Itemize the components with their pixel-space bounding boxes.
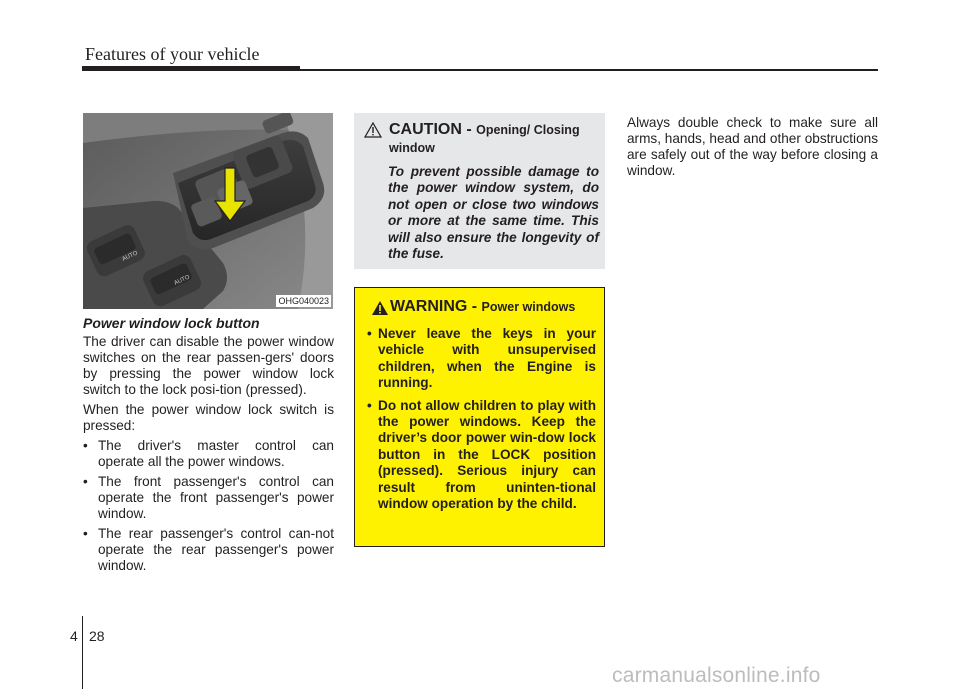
footer-page-number: 28 (89, 628, 105, 644)
section-heading: Power window lock button (83, 315, 260, 331)
caution-title (389, 121, 599, 157)
caution-label: CAUTION - (389, 121, 477, 138)
list-item: • The driver's master control can operate all the power windows. (83, 438, 334, 470)
lock-effects-list (83, 438, 334, 574)
watermark: carmanualsonline.info (612, 664, 821, 687)
list-item: • The front passenger's control can operate the front passenger's power window. (83, 474, 334, 522)
caution-box (354, 113, 605, 269)
header-rule-thick (82, 66, 300, 71)
auto-label-1: AUTO (121, 250, 139, 263)
list-item: • The rear passenger's control can-not operate the rear passenger's power window. (83, 526, 334, 574)
list-item: • Do not allow children to play with the power windows. Keep the driver’s door power win-dow lock button in the LOCK position (pressed). Serious injury can result from uninten-tional window operation by the child. (367, 398, 596, 513)
auto-label-2: AUTO (173, 274, 191, 287)
caution-triangle-icon (364, 122, 382, 138)
warning-subtitle: Power windows (481, 300, 576, 314)
paragraph-2: When the power window lock switch is pressed: (83, 402, 334, 433)
right-column-text: Always double check to make sure all arms, hands, head and other obstructions are safely out of the way before closing a window. (627, 115, 878, 178)
caution-text: To prevent possible damage to the power window system, do not open or close two windows or more at the same time. This will also ensure the longevity of the fuse. (388, 164, 599, 262)
paragraph-1: The driver can disable the power window switches on the rear passen-gers' doors by pressing the power window lock switch to the lock posi-tion (pressed). (83, 334, 334, 397)
warning-list (367, 326, 596, 512)
footer-rule (82, 616, 83, 689)
figure-code: OHG040023 (278, 296, 329, 306)
warning-triangle-icon (371, 300, 389, 316)
header-rule-thin (300, 69, 878, 71)
footer-section-number: 4 (70, 628, 78, 644)
power-window-switch-photo (83, 113, 333, 309)
page-header-title: Features of your vehicle (85, 44, 260, 64)
caution-subtitle: Opening/ Closing window (389, 123, 580, 155)
warning-label: WARNING - (390, 298, 482, 315)
warning-box (354, 287, 605, 547)
list-item: • Never leave the keys in your vehicle with unsupervised children, when the Engine is running. (367, 326, 596, 392)
left-column (83, 315, 334, 578)
warning-title (390, 298, 596, 316)
